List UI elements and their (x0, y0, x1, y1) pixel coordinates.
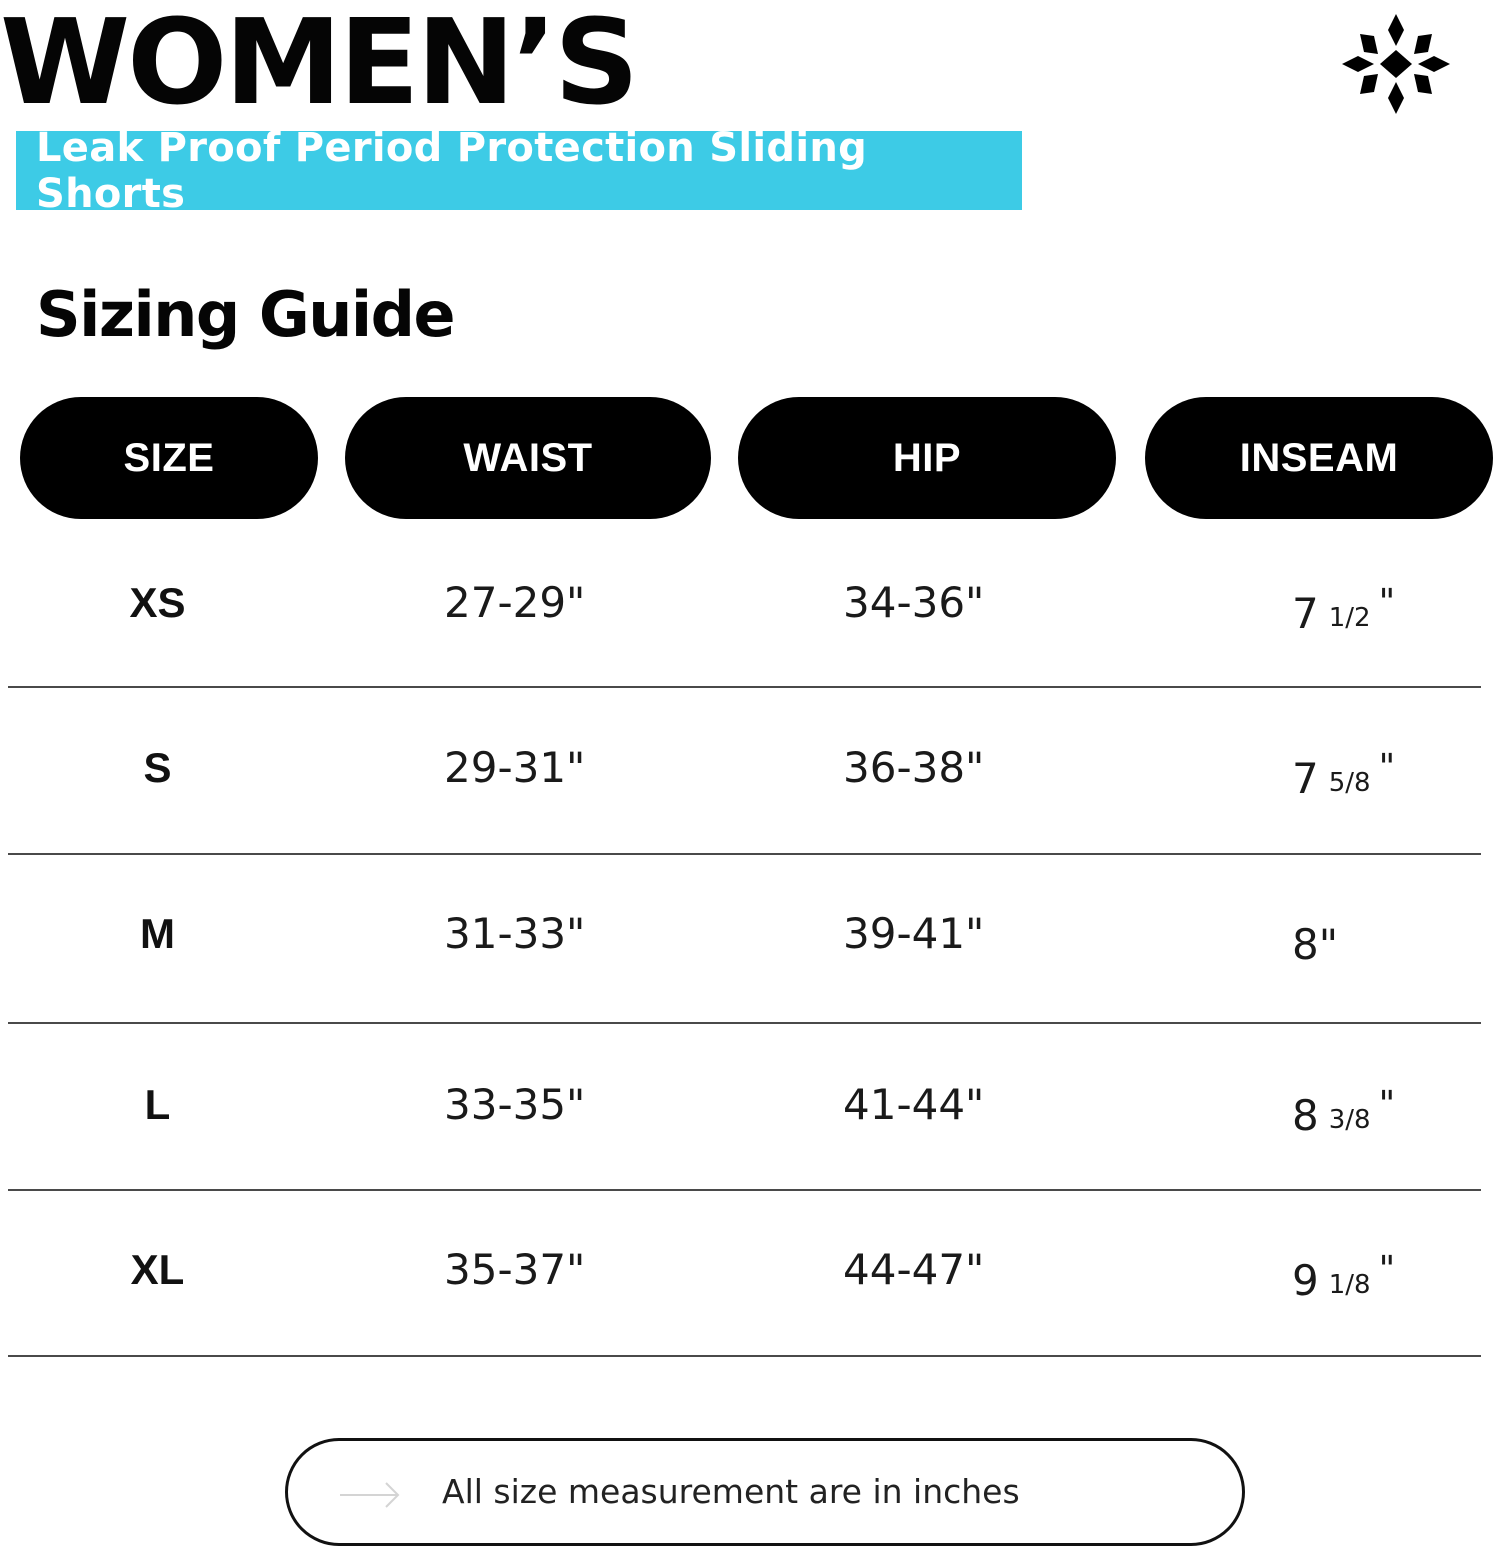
diamond-starburst-icon (1340, 8, 1452, 120)
inseam-unit: " (1378, 747, 1396, 788)
section-title: Sizing Guide (36, 278, 455, 351)
page-title: WOMEN’S (0, 0, 637, 131)
size-cell: M (140, 910, 175, 957)
waist-cell: 35-37" (444, 1245, 586, 1294)
inseam-whole: 7 (1292, 589, 1319, 638)
inseam-cell (1292, 1075, 1396, 1140)
units-note (285, 1438, 1245, 1546)
size-cell: L (144, 1081, 171, 1128)
size-cell: S (143, 744, 172, 791)
table-row (0, 738, 1500, 803)
inseam-cell (1292, 738, 1396, 803)
row-divider (8, 1189, 1481, 1191)
inseam-cell (1292, 573, 1396, 638)
column-header-size: SIZE (20, 397, 318, 519)
inseam-unit: " (1378, 1249, 1396, 1290)
column-header-inseam: INSEAM (1145, 397, 1493, 519)
waist-cell: 29-31" (444, 743, 586, 792)
row-divider (8, 1022, 1481, 1024)
hip-cell: 41-44" (843, 1080, 985, 1129)
subtitle-banner (16, 124, 1022, 217)
table-row (0, 1075, 1500, 1140)
hip-cell: 34-36" (843, 578, 985, 627)
inseam-whole: 8" (1292, 920, 1339, 969)
inseam-fraction: 1/2 (1328, 603, 1371, 633)
row-divider (8, 686, 1481, 688)
column-header-waist: WAIST (345, 397, 711, 519)
inseam-whole: 7 (1292, 754, 1319, 803)
inseam-fraction: 1/8 (1328, 1270, 1371, 1300)
size-cell: XL (130, 1246, 185, 1293)
inseam-whole: 8 (1292, 1091, 1319, 1140)
arrow-right-icon (338, 1475, 402, 1515)
column-header-hip: HIP (738, 397, 1116, 519)
inseam-cell (1292, 1240, 1396, 1305)
subtitle-text: Leak Proof Period Protection Sliding Shorts (36, 124, 868, 217)
inseam-whole: 9 (1292, 1256, 1319, 1305)
waist-cell: 33-35" (444, 1080, 586, 1129)
hip-cell: 44-47" (843, 1245, 985, 1294)
units-note-text: All size measurement are in inches (442, 1472, 1020, 1511)
table-row (0, 1240, 1500, 1305)
waist-cell: 31-33" (444, 909, 586, 958)
size-cell: XS (129, 579, 186, 626)
table-row (0, 904, 1500, 969)
waist-cell: 27-29" (444, 578, 586, 627)
inseam-unit: " (1378, 582, 1396, 623)
hip-cell: 39-41" (843, 909, 985, 958)
hip-cell: 36-38" (843, 743, 985, 792)
inseam-unit: " (1378, 1084, 1396, 1125)
row-divider (8, 853, 1481, 855)
table-row (0, 573, 1500, 638)
inseam-cell (1292, 904, 1356, 969)
inseam-fraction: 3/8 (1328, 1105, 1371, 1135)
inseam-fraction: 5/8 (1328, 768, 1371, 798)
row-divider (8, 1355, 1481, 1357)
